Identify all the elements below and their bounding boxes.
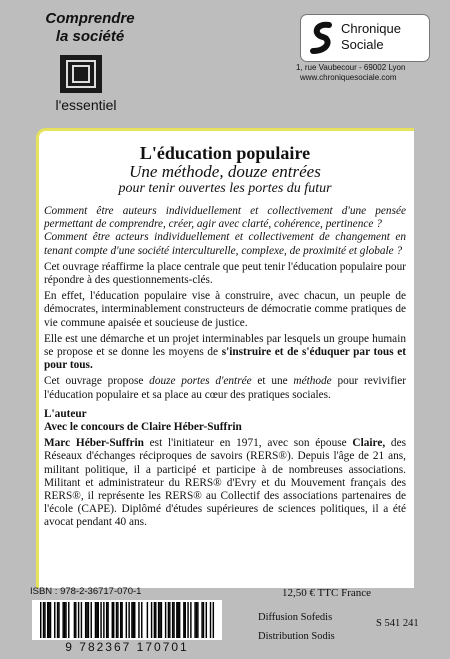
blurb-body [44, 205, 406, 530]
barcode-bar [81, 602, 82, 638]
barcode-bar [158, 602, 159, 638]
barcode-bar [64, 602, 65, 638]
barcode-bar [48, 602, 49, 638]
barcode-bar [213, 602, 214, 638]
barcode-bar [179, 602, 180, 638]
blurb-question-2: Comment être acteurs individuellement et collectivement de changement en tenant compte d'une société interculturelle, complexe, de proximité et globale ? [44, 231, 406, 257]
barcode-bar [107, 602, 108, 638]
barcode-bar [40, 602, 41, 638]
series-title [44, 10, 136, 46]
barcode-bar [85, 602, 86, 638]
barcode-bar [54, 602, 55, 638]
barcode-bar [75, 602, 76, 638]
blurb-content [44, 143, 406, 533]
barcode-bar [196, 602, 197, 638]
barcode-bar [100, 602, 101, 638]
book-title: L'éducation populaire [139, 143, 311, 163]
barcode-bar [210, 602, 211, 638]
barcode-bar [65, 602, 66, 638]
barcode-bar [183, 602, 184, 638]
barcode-bar [173, 602, 174, 638]
barcode-bar [151, 602, 152, 638]
barcode-bar [161, 602, 162, 638]
series-name: l'essentiel [55, 97, 117, 113]
publisher-logo-box [300, 14, 430, 62]
barcode-bar [159, 602, 160, 638]
barcode-bar [116, 602, 117, 638]
barcode-bar [74, 602, 75, 638]
barcode-bar [131, 602, 132, 638]
blurb-paragraph-2: En effet, l'éducation populaire vise à construire, avec chacun, un peuple de démocrates, interminablement constructeurs de démocratie comme pratiques de vie commune apaisée et soucieuse de justice. [44, 290, 406, 329]
publisher-logo-icon [309, 21, 333, 55]
barcode-bar [50, 602, 51, 638]
price: 12,50 € TTC France [282, 587, 372, 599]
book-subtitle: Une méthode, douze entrées [129, 162, 321, 181]
barcode-bar [78, 602, 79, 638]
barcode-bar [176, 602, 177, 638]
barcode-bar [98, 602, 99, 638]
publisher-name: Chronique Sociale [341, 21, 401, 52]
reference-code: S 541 241 [376, 618, 419, 629]
author-bio: Marc Héber-Suffrin est l'initiateur en 1971, avec son épouse Claire, des Réseaux d'échanges réciproques de savoirs (RERS®). Depuis l'âge de 21 ans, militant politique, il a participé et participe à de nombreuses associations. Militant et administrateur du RERS® d'Evry et du Mouvement français des RERS®, il représente les RERS® au Collectif des associations partenaires de l'école (CAPE). Diplômé d'études supérieures de sciences politiques, il a été avocat pendant 40 ans. [44, 437, 406, 529]
publisher-address [296, 63, 405, 83]
barcode-bar [113, 602, 114, 638]
barcode-bar [88, 602, 89, 638]
barcode-bar [86, 602, 87, 638]
barcode-bar [194, 602, 195, 638]
publisher-website: www.chroniquesociale.com [300, 73, 397, 82]
barcode-bar [128, 602, 129, 638]
author-heading: L'auteur [44, 407, 87, 420]
barcode-bar [154, 602, 155, 638]
barcode-bar [106, 602, 107, 638]
blurb-question-1: Comment être auteurs individuellement et collectivement d'une pensée permettant de comprendre, créer, agir avec clarté, cohérence, pertinence ? [44, 205, 406, 231]
book-subtitle-2: pour tenir ouvertes les portes du futur [118, 181, 332, 196]
barcode-bar [62, 602, 63, 638]
barcode-bar [155, 602, 156, 638]
barcode-bar [178, 602, 179, 638]
barcode-bar [172, 602, 173, 638]
barcode-bar [169, 602, 170, 638]
barcode-bar [206, 602, 207, 638]
barcode-bar [187, 602, 188, 638]
barcode-bar [165, 602, 166, 638]
barcode-bar [43, 602, 44, 638]
barcode-bar [134, 602, 135, 638]
barcode-bar [133, 602, 134, 638]
barcode-bar [44, 602, 45, 638]
blurb-paragraph-1: Cet ouvrage réaffirme la place centrale que peut tenir l'éducation populaire pour répondre à des questionnements-clés. [44, 260, 406, 287]
publisher-street: 1, rue Vaubecour - 69002 Lyon [296, 63, 406, 72]
barcode-bar [185, 602, 186, 638]
barcode-bar [138, 602, 139, 638]
isbn-text: ISBN : 978-2-36717-070-1 [30, 586, 142, 597]
barcode-bar [203, 602, 204, 638]
barcode-bar [201, 602, 202, 638]
barcode-bar [57, 602, 58, 638]
barcode-bar [112, 602, 113, 638]
barcode-bar [58, 602, 59, 638]
barcode-bar [190, 602, 191, 638]
blurb-paragraph-3: Elle est une démarche et un projet interminables par lesquels un groupe humain se propose et se donne les moyens de s'instruire et de s'éduquer par tous et pour tous. [44, 332, 407, 372]
barcode-bar [141, 602, 142, 638]
barcode-bar [197, 602, 198, 638]
barcode-bar [103, 602, 104, 638]
barcode-bar [95, 602, 96, 638]
barcode-bar [126, 602, 127, 638]
barcode-bar [147, 602, 148, 638]
nested-squares-icon [60, 55, 102, 93]
barcode-bar [68, 602, 69, 638]
barcode-bar [117, 602, 118, 638]
barcode-bar [91, 602, 92, 638]
blurb-paragraph-4: Cet ouvrage propose douze portes d'entrée et une méthode pour revivifier l'éducation populaire et sa place au cœur des pratiques sociales. [44, 375, 406, 401]
barcode-bar [47, 602, 48, 638]
barcode-bar [121, 602, 122, 638]
barcode-bar [120, 602, 121, 638]
barcode-bar [168, 602, 169, 638]
series-title-line1: Comprendre [45, 10, 135, 27]
diffusion: Diffusion Sofedis [258, 612, 333, 623]
barcode-icon [32, 600, 222, 640]
series-title-line2: la société [55, 28, 125, 45]
barcode-digits: 9 782367 170701 [65, 640, 189, 654]
distribution: Distribution Sodis [258, 631, 335, 642]
author-collab: Avec le concours de Claire Héber-Suffrin [44, 421, 242, 434]
barcode-bar [96, 602, 97, 638]
